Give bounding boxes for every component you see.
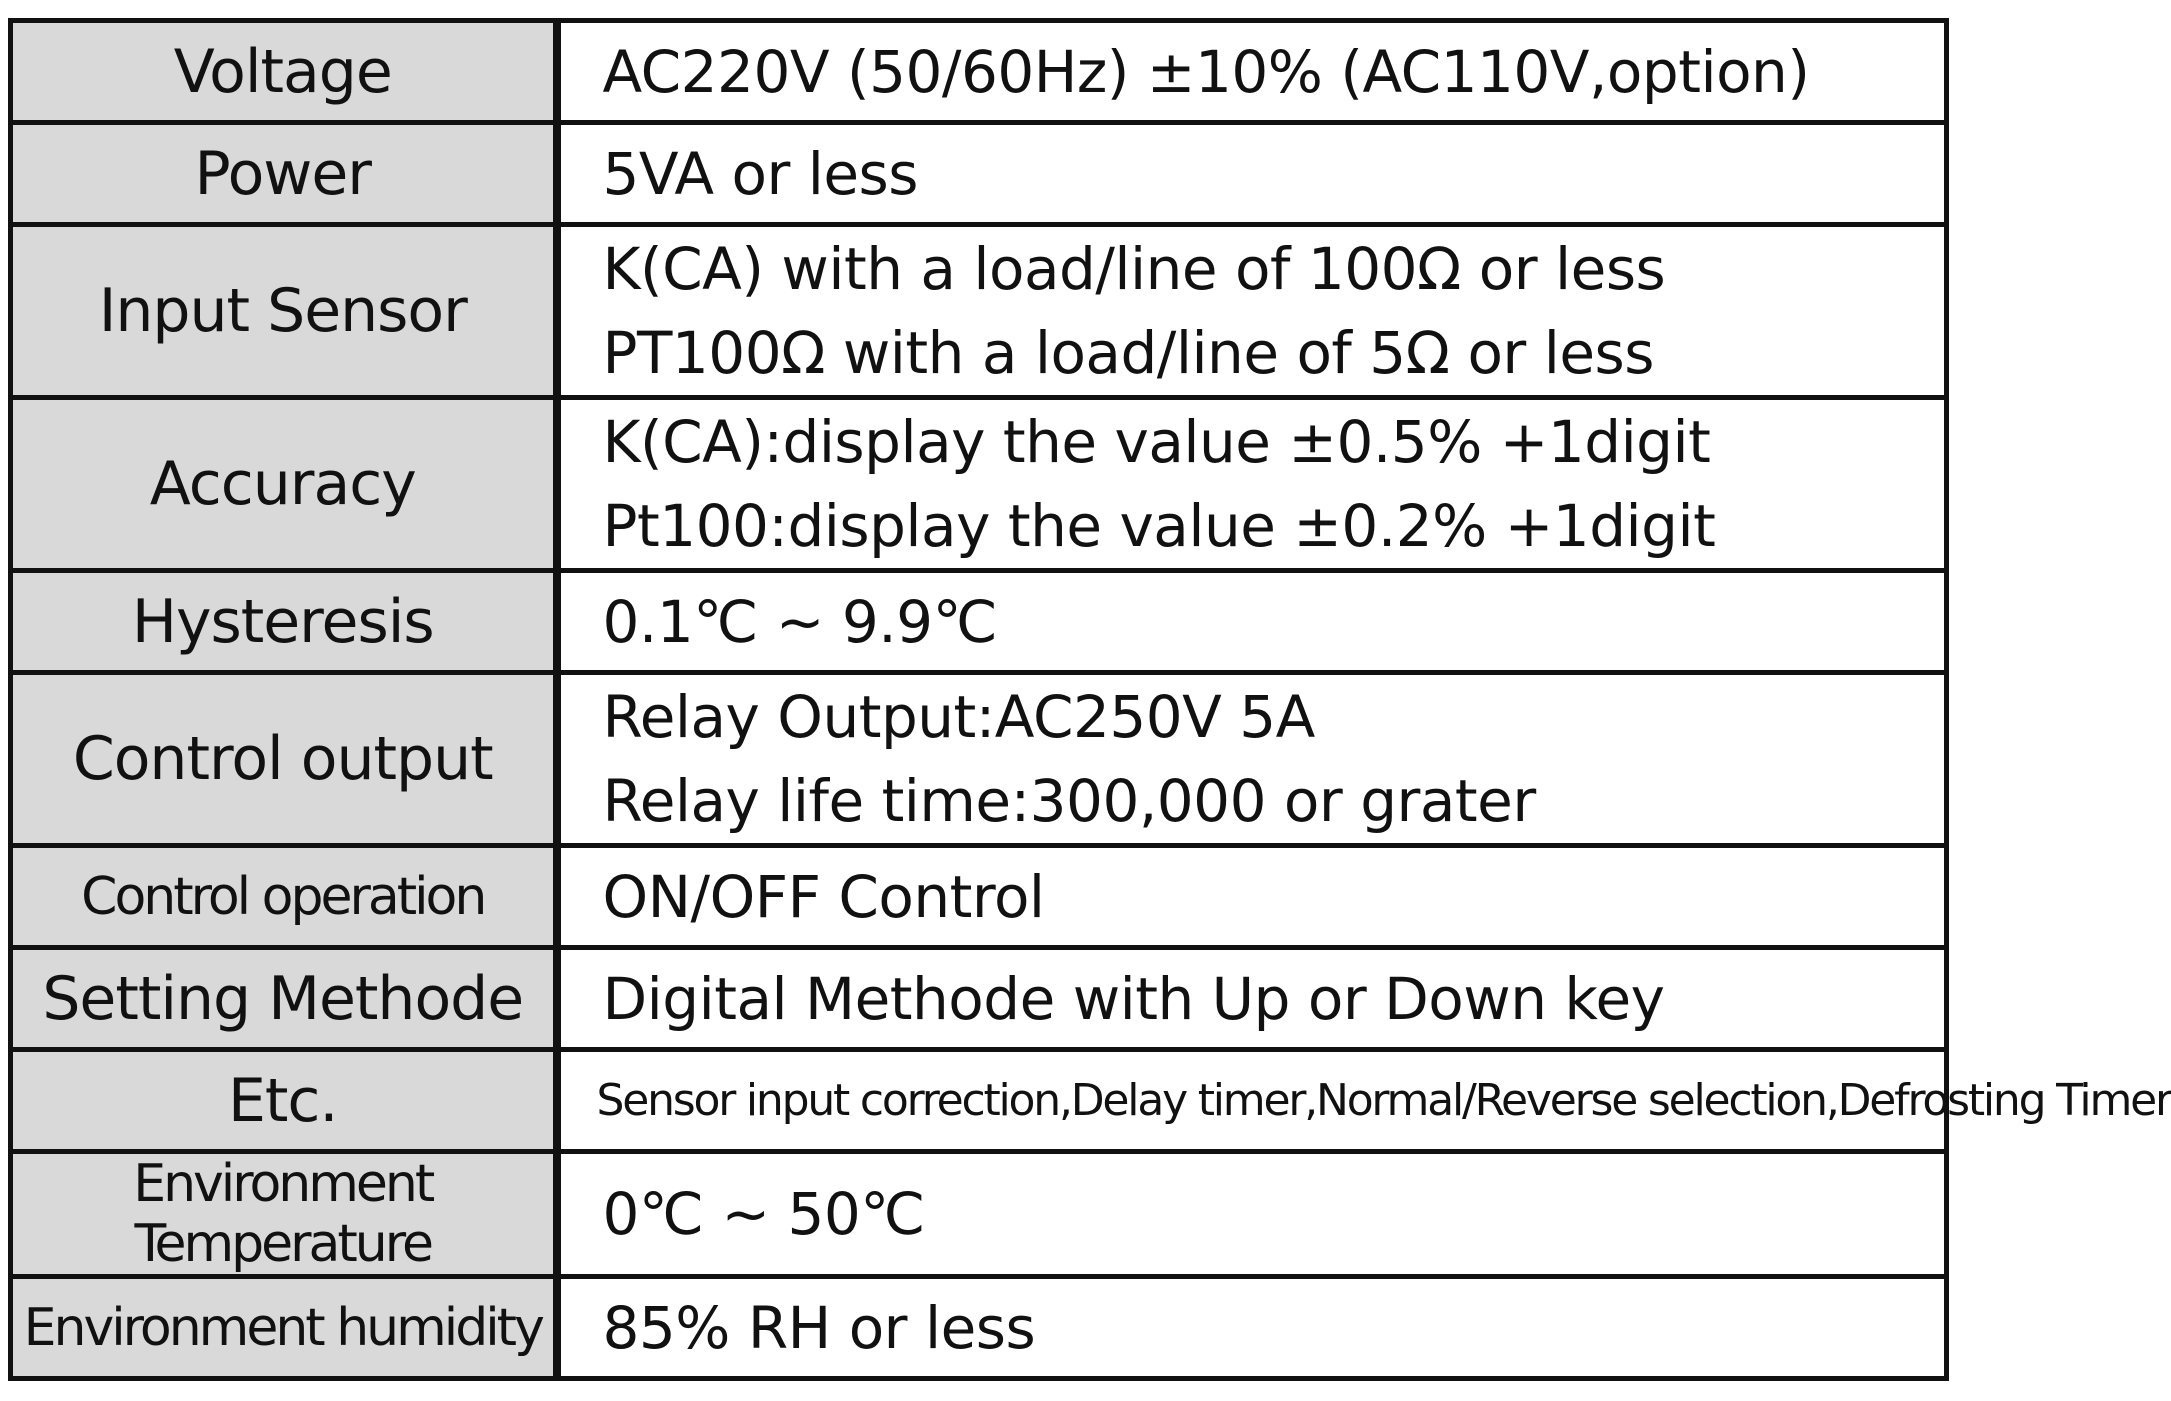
spec-row-voltage bbox=[11, 21, 1947, 123]
spec-value-etc bbox=[557, 1050, 2171, 1152]
spec-label-hysteresis: Hysteresis bbox=[11, 571, 557, 673]
spec-value-line: ON/OFF Control bbox=[602, 862, 1045, 931]
spec-label-environment-humidity: Environment humidity bbox=[11, 1277, 557, 1379]
spec-value-line: K(CA) with a load/line of 100Ω or less bbox=[602, 235, 1666, 303]
spec-value-accuracy bbox=[557, 398, 1947, 571]
spec-row-environment-temperature bbox=[11, 1152, 1947, 1277]
spec-value-line: AC220V (50/60Hz) ±10% (AC110V,option) bbox=[602, 37, 1810, 106]
spec-row-control-operation bbox=[11, 846, 1947, 948]
spec-row-accuracy bbox=[11, 398, 1947, 571]
spec-value-line: K(CA):display the value ±0.5% +1digit bbox=[602, 408, 1711, 476]
spec-value-line: 85% RH or less bbox=[602, 1293, 1036, 1362]
spec-label-control-operation: Control operation bbox=[11, 846, 557, 948]
spec-value-input-sensor bbox=[557, 225, 1947, 398]
spec-value-control-operation bbox=[557, 846, 1947, 948]
spec-row-input-sensor bbox=[11, 225, 1947, 398]
spec-label-accuracy: Accuracy bbox=[11, 398, 557, 571]
spec-value-line: 0.1℃ ~ 9.9℃ bbox=[602, 587, 998, 656]
spec-row-control-output bbox=[11, 673, 1947, 846]
spec-value-line: Sensor input correction,Delay timer,Normal/Reverse selection,Defrosting Timer bbox=[596, 1074, 2171, 1126]
spec-value-line: Digital Methode with Up or Down key bbox=[602, 964, 1665, 1033]
spec-value-environment-humidity bbox=[557, 1277, 1947, 1379]
spec-value-control-output bbox=[557, 673, 1947, 846]
spec-row-setting-methode bbox=[11, 948, 1947, 1050]
spec-value-line: Relay life time:300,000 or grater bbox=[602, 767, 1536, 835]
spec-label-power: Power bbox=[11, 123, 557, 225]
spec-row-environment-humidity bbox=[11, 1277, 1947, 1379]
spec-row-hysteresis bbox=[11, 571, 1947, 673]
spec-value-setting-methode bbox=[557, 948, 1947, 1050]
spec-value-line: PT100Ω with a load/line of 5Ω or less bbox=[602, 319, 1654, 387]
spec-label-voltage: Voltage bbox=[11, 21, 557, 123]
spec-value-line: Pt100:display the value ±0.2% +1digit bbox=[602, 492, 1716, 560]
spec-value-line: 0℃ ~ 50℃ bbox=[602, 1180, 925, 1248]
spec-value-voltage bbox=[557, 21, 1947, 123]
spec-label-setting-methode: Setting Methode bbox=[11, 948, 557, 1050]
spec-value-hysteresis bbox=[557, 571, 1947, 673]
spec-label-control-output: Control output bbox=[11, 673, 557, 846]
specification-table bbox=[8, 18, 2171, 1381]
spec-label-environment-temperature: Environment Temperature bbox=[11, 1152, 557, 1277]
spec-value-environment-temperature bbox=[557, 1152, 1947, 1277]
spec-row-etc bbox=[11, 1050, 1947, 1152]
spec-value-line: Relay Output:AC250V 5A bbox=[602, 683, 1315, 751]
spec-row-power bbox=[11, 123, 1947, 225]
spec-value-power bbox=[557, 123, 1947, 225]
spec-label-input-sensor: Input Sensor bbox=[11, 225, 557, 398]
spec-value-line: 5VA or less bbox=[602, 139, 918, 208]
spec-label-etc: Etc. bbox=[11, 1050, 557, 1152]
